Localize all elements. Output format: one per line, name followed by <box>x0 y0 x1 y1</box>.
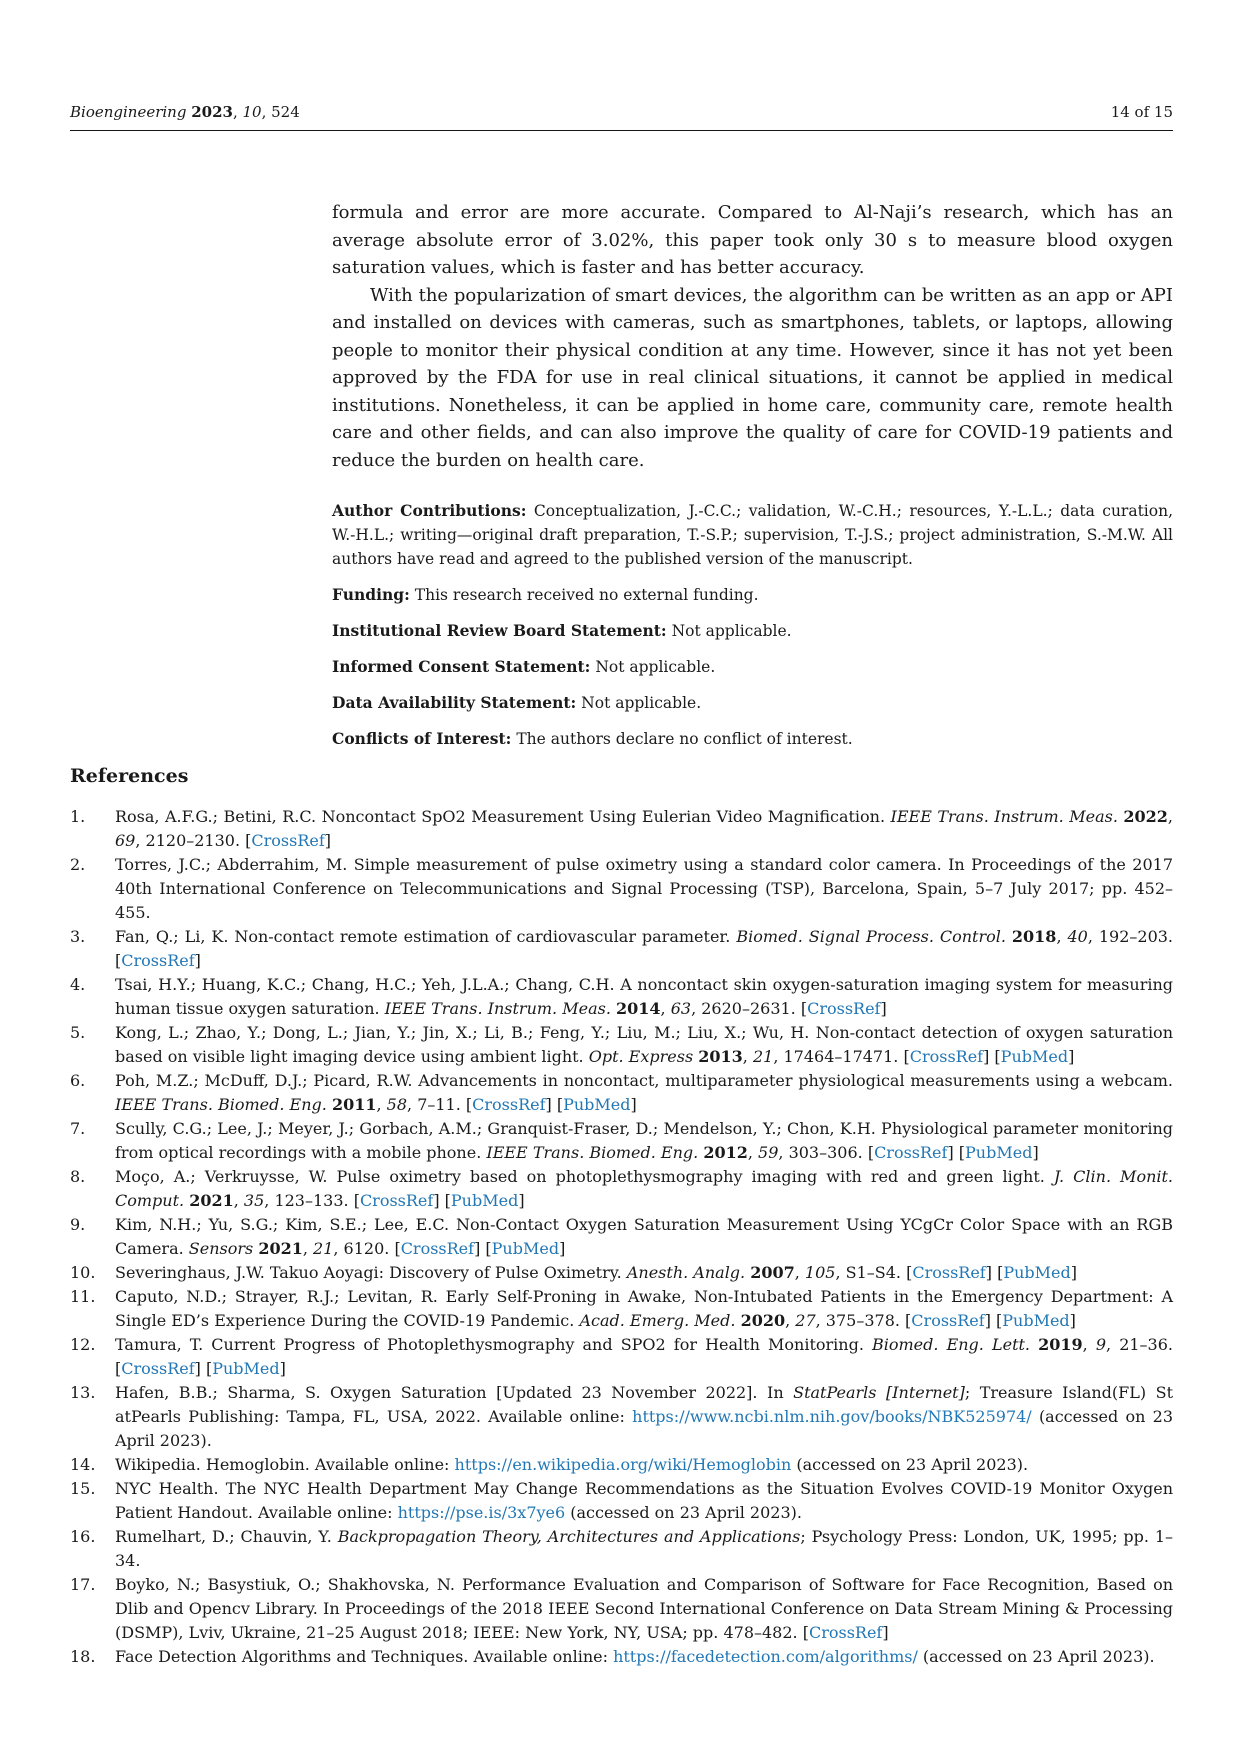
text-segment: , 303–306. [ <box>778 1143 875 1162</box>
text-segment: , <box>1056 927 1068 946</box>
text-segment: IEEE Trans. Instrum. Meas. <box>890 807 1124 826</box>
reference-item <box>70 1525 1173 1573</box>
reference-text <box>115 853 1173 925</box>
text-segment: ] <box>880 999 887 1018</box>
reference-number: 5. <box>70 1023 86 1042</box>
text-segment: Rosa, A.F.G.; Betini, R.C. Noncontact SpO2 Measurement Using Eulerian Video Magnification. <box>115 807 891 826</box>
text-segment: StatPearls [Internet] <box>793 1383 965 1402</box>
reference-item <box>70 853 1173 925</box>
crossref-link[interactable]: CrossRef <box>400 1239 475 1258</box>
text-segment: ] <box>324 831 332 850</box>
page-number: 14 of 15 <box>1110 103 1173 121</box>
text-segment: 21 <box>313 1239 334 1258</box>
reference-text <box>115 973 1173 1021</box>
statement-label: Institutional Review Board Statement: <box>332 621 667 640</box>
text-segment: , 6120. [ <box>333 1239 401 1258</box>
text-segment: 2021 <box>258 1239 303 1258</box>
text-segment: ] [ <box>985 1263 1004 1282</box>
crossref-link[interactable]: CrossRef <box>121 951 195 970</box>
reference-number: 6. <box>70 1071 86 1090</box>
text-segment: 35 <box>243 1191 265 1210</box>
text-segment: Moço, A.; Verkruysse, W. Pulse oximetry based on photoplethysmography imaging with red and green light. <box>115 1167 1054 1186</box>
text-segment: ] <box>1069 1311 1076 1330</box>
text-segment: Kim, N.H.; Yu, S.G.; Kim, S.E.; Lee, E.C. Non-Contact Oxygen Saturation Measurement Using YCgCr Color Space with an RGB Camera. <box>115 1215 1173 1258</box>
reference-item <box>70 1453 1173 1477</box>
text-segment: IEEE Trans. Biomed. Eng. <box>115 1095 332 1114</box>
text-segment: , 192–203. [ <box>115 927 1174 970</box>
statement <box>332 619 1173 643</box>
reference-text <box>115 1165 1173 1213</box>
text-segment: ] <box>194 951 201 970</box>
pubmed-link[interactable]: PubMed <box>1000 1047 1069 1066</box>
crossref-link[interactable]: CrossRef <box>912 1263 986 1282</box>
crossref-link[interactable]: CrossRef <box>251 831 325 850</box>
reference-item <box>70 925 1173 973</box>
text-segment: (accessed on 23 April 2023). <box>917 1647 1155 1666</box>
page-header <box>70 103 1173 121</box>
text-segment: ] <box>1070 1263 1077 1282</box>
text-segment: 2013 <box>698 1047 743 1066</box>
text-segment: ] [ <box>947 1143 966 1162</box>
text-segment: Opt. Express <box>588 1047 699 1066</box>
text-segment: IEEE Trans. Biomed. Eng. <box>486 1143 704 1162</box>
text-segment: Sensors <box>188 1239 259 1258</box>
text-segment: NYC Health. The NYC Health Department May Change Recommendations as the Situation Evolves COVID-19 Monitor Oxygen Patient Handout. Available online: <box>115 1479 1173 1522</box>
reference-item <box>70 1261 1173 1285</box>
statements-section <box>332 499 1173 751</box>
statement-text: This research received no external funding. <box>409 586 759 604</box>
url-link[interactable]: https://en.wikipedia.org/wiki/Hemoglobin <box>454 1455 792 1474</box>
crossref-link[interactable]: CrossRef <box>874 1143 948 1162</box>
text-segment: Backpropagation Theory, Architectures and Applications <box>337 1527 801 1546</box>
journal-citation <box>70 103 300 121</box>
text-segment: 2023 <box>191 103 233 121</box>
reference-number: 8. <box>70 1167 86 1186</box>
crossref-link[interactable]: CrossRef <box>807 999 881 1018</box>
reference-text <box>115 1453 1173 1477</box>
header-divider <box>70 130 1173 131</box>
reference-item <box>70 1213 1173 1261</box>
text-segment: ] <box>518 1191 525 1210</box>
reference-number: 11. <box>70 1287 96 1306</box>
reference-item <box>70 973 1173 1021</box>
text-segment: , <box>302 1239 314 1258</box>
references-section <box>70 763 1173 1669</box>
text-segment: Tamura, T. Current Progress of Photoplethysmography and SPO2 for Health Monitoring. <box>115 1335 872 1354</box>
pubmed-link[interactable]: PubMed <box>491 1239 560 1258</box>
text-segment: , <box>1082 1335 1096 1354</box>
reference-item <box>70 805 1173 853</box>
text-segment: Hafen, B.B.; Sharma, S. Oxygen Saturation [Updated 23 November 2022]. In <box>115 1383 794 1402</box>
url-link[interactable]: https://facedetection.com/algorithms/ <box>613 1647 918 1666</box>
text-segment: ] <box>882 1623 889 1642</box>
statement <box>332 691 1173 715</box>
text-segment: Biomed. Signal Process. Control. <box>736 927 1012 946</box>
text-segment: Scully, C.G.; Lee, J.; Meyer, J.; Gorbach, A.M.; Granquist-Fraser, D.; Mendelson, Y.; Chon, K.H. Physiological parameter monitoring from optical recordings with a mobile phone. <box>115 1119 1173 1162</box>
reference-text <box>115 1645 1173 1669</box>
reference-text <box>115 805 1173 853</box>
reference-number: 1. <box>70 807 86 826</box>
text-segment: , 375–378. [ <box>815 1311 912 1330</box>
pubmed-link[interactable]: PubMed <box>1003 1263 1071 1282</box>
statement-label: Author Contributions: <box>332 501 527 520</box>
text-segment: , <box>233 1191 244 1210</box>
text-segment: ] <box>1032 1143 1039 1162</box>
crossref-link[interactable]: CrossRef <box>472 1095 546 1114</box>
text-segment: 2012 <box>703 1143 748 1162</box>
reference-number: 12. <box>70 1335 96 1354</box>
text-segment: , <box>660 999 671 1018</box>
text-segment: ] [ <box>545 1095 564 1114</box>
statement-label: Informed Consent Statement: <box>332 657 591 676</box>
reference-number: 17. <box>70 1575 96 1594</box>
text-segment: ] <box>559 1239 566 1258</box>
references-heading: References <box>70 765 189 787</box>
crossref-link[interactable]: CrossRef <box>911 1311 985 1330</box>
text-segment: (accessed on 23 April 2023). <box>791 1455 1029 1474</box>
statement-text: Not applicable. <box>666 622 792 640</box>
text-segment: ] [ <box>983 1047 1001 1066</box>
statement-text: Not applicable. <box>590 658 716 676</box>
text-segment: ; Psychology Press: London, UK, 1995; pp. 1–34. <box>115 1527 1174 1570</box>
text-segment: ] [ <box>474 1239 492 1258</box>
statement-text: The authors declare no conflict of interest. <box>511 730 853 748</box>
pubmed-link[interactable]: PubMed <box>563 1095 631 1114</box>
text-segment: , <box>376 1095 387 1114</box>
crossref-link[interactable]: CrossRef <box>121 1359 195 1378</box>
body-paragraphs <box>332 199 1173 474</box>
text-segment: ] [ <box>984 1311 1003 1330</box>
reference-number: 9. <box>70 1215 86 1234</box>
text-segment: 2011 <box>331 1095 377 1114</box>
text-segment: , <box>747 1143 759 1162</box>
text-segment: , 123–133. [ <box>264 1191 360 1210</box>
reference-number: 13. <box>70 1383 96 1402</box>
text-segment: 21 <box>752 1047 774 1066</box>
text-segment: , <box>794 1263 805 1282</box>
reference-item <box>70 1021 1173 1069</box>
text-segment: , <box>742 1047 753 1066</box>
text-segment: Caputo, N.D.; Strayer, R.J.; Levitan, R. Early Self-Proning in Awake, Non-Intubated Patients in the Emergency Department: A Single ED’s Experience During the COVID-19 Pandemic. <box>115 1287 1173 1330</box>
reference-number: 10. <box>70 1263 96 1282</box>
text-segment: 58 <box>386 1095 408 1114</box>
crossref-link[interactable]: CrossRef <box>909 1047 984 1066</box>
text-segment: ] <box>279 1359 286 1378</box>
text-segment: 9 <box>1095 1335 1107 1354</box>
text-segment: , <box>232 103 243 121</box>
text-segment: , S1–S4. [ <box>835 1263 913 1282</box>
reference-number: 2. <box>70 855 86 874</box>
text-segment: 2022 <box>1123 807 1168 826</box>
text-segment: Boyko, N.; Basystiuk, O.; Shakhovska, N. Performance Evaluation and Comparison of Software for Face Recognition, Based on Dlib and Opencv Library. In Proceedings of the 2018 IEEE Second International Conference on Data Stream Mining & Processing (DSMP), Lviv, Ukraine, 21–25 August 2018; IEEE: New York, NY, USA; pp. 478–482. [ <box>115 1575 1173 1642</box>
text-segment: ] <box>630 1095 637 1114</box>
text-segment: , 2620–2631. [ <box>691 999 808 1018</box>
reference-text <box>115 1069 1173 1117</box>
reference-text <box>115 1261 1173 1285</box>
text-segment: Biomed. Eng. Lett. <box>872 1335 1039 1354</box>
text-segment: 59 <box>758 1143 779 1162</box>
text-segment: , 2120–2130. [ <box>135 831 252 850</box>
text-segment: J. Clin. Monit. Comput. <box>115 1167 1174 1210</box>
text-segment: 105 <box>804 1263 836 1282</box>
statement-text: Not applicable. <box>576 694 702 712</box>
text-segment: ] [ <box>194 1359 213 1378</box>
text-segment: Acad. Emerg. Med. <box>579 1311 741 1330</box>
reference-text <box>115 1117 1173 1165</box>
text-segment: Torres, J.C.; Abderrahim, M. Simple measurement of pulse oximetry using a standard color camera. In Proceedings of the 2017 40th International Conference on Telecommunications and Signal Processing (TSP), Barcelona, Spain, 5–7 July 2017; pp. 452–455. <box>115 855 1173 922</box>
text-segment: , 524 <box>261 103 300 121</box>
paragraph: With the popularization of smart devices, the algorithm can be written as an app or API and installed on devices with cameras, such as smartphones, tablets, or laptops, allowing people to monitor their physical condition at any time. However, since it has not yet been approved by the FDA for use in real clinical situations, it cannot be applied in medical institutions. Nonetheless, it can be applied in home care, community care, remote health care and other fields, and can also improve the quality of care for COVID-19 patients and reduce the burden on health care. <box>332 284 1173 471</box>
crossref-link[interactable]: CrossRef <box>808 1623 883 1642</box>
text-segment: 2020 <box>740 1311 786 1330</box>
reference-item <box>70 1333 1173 1381</box>
reference-item <box>70 1117 1173 1165</box>
reference-item <box>70 1573 1173 1645</box>
pubmed-link[interactable]: PubMed <box>212 1359 280 1378</box>
reference-text <box>115 1525 1173 1573</box>
text-segment: Bioengineering <box>70 103 192 121</box>
pubmed-link[interactable]: PubMed <box>1002 1311 1070 1330</box>
reference-text <box>115 925 1173 973</box>
reference-number: 18. <box>70 1647 96 1666</box>
statement-label: Conflicts of Interest: <box>332 729 512 748</box>
reference-number: 3. <box>70 927 86 946</box>
text-segment: , 17464–17471. [ <box>773 1047 910 1066</box>
text-segment: Tsai, H.Y.; Huang, K.C.; Chang, H.C.; Yeh, J.L.A.; Chang, C.H. A noncontact skin oxygen-saturation imaging system for measuring human tissue oxygen saturation. <box>115 975 1173 1018</box>
text-segment: ; Treasure Island(FL) St atPearls Publishing: Tampa, FL, USA, 2022. Available online: <box>115 1383 1174 1426</box>
statement <box>332 727 1173 751</box>
text-segment: 63 <box>670 999 692 1018</box>
reference-text <box>115 1285 1173 1333</box>
text-segment: Anesth. Analg. <box>626 1263 751 1282</box>
text-segment: Fan, Q.; Li, K. Non-contact remote estimation of cardiovascular parameter. <box>115 927 737 946</box>
reference-item <box>70 1645 1173 1669</box>
paragraph: formula and error are more accurate. Compared to Al-Naji’s research, which has an average absolute error of 3.02%, this paper took only 30 s to measure blood oxygen saturation values, which is faster and has better accuracy. <box>332 202 1173 278</box>
pubmed-link[interactable]: PubMed <box>965 1143 1033 1162</box>
text-segment: Poh, M.Z.; McDuff, D.J.; Picard, R.W. Advancements in noncontact, multiparameter physiological measurements using a webcam. <box>115 1071 1173 1090</box>
reference-number: 4. <box>70 975 86 994</box>
reference-number: 7. <box>70 1119 86 1138</box>
reference-text <box>115 1573 1173 1645</box>
text-segment: 27 <box>795 1311 816 1330</box>
reference-item <box>70 1477 1173 1525</box>
reference-number: 16. <box>70 1527 96 1546</box>
reference-text <box>115 1381 1173 1453</box>
text-segment: 10 <box>242 103 262 121</box>
text-segment: Severinghaus, J.W. Takuo Aoyagi: Discovery of Pulse Oximetry. <box>115 1263 627 1282</box>
text-segment: Face Detection Algorithms and Techniques. Available online: <box>115 1647 614 1666</box>
statement <box>332 655 1173 679</box>
text-segment: IEEE Trans. Instrum. Meas. <box>384 999 616 1018</box>
url-link[interactable]: https://www.ncbi.nlm.nih.gov/books/NBK525974/ <box>632 1407 1032 1426</box>
text-segment: Kong, L.; Zhao, Y.; Dong, L.; Jian, Y.; Jin, X.; Li, B.; Feng, Y.; Liu, M.; Liu, X.; Wu, H. Non-contact detection of oxygen saturation based on visible light imaging device using ambient light. <box>115 1023 1173 1066</box>
text-segment: (accessed on 23 April 2023). <box>565 1503 802 1522</box>
text-segment: , 7–11. [ <box>407 1095 473 1114</box>
reference-text <box>115 1333 1173 1381</box>
statement-text: Conceptualization, J.-C.C.; validation, W.-C.H.; resources, Y.-L.L.; data curation, W.-H.L.; writing—original draft preparation, T.-S.P.; supervision, T.-J.S.; project administration, S.-M.W. All authors have read and agreed to the published version of the manuscript. <box>332 502 1173 568</box>
text-segment: ] <box>1068 1047 1075 1066</box>
statement-label: Data Availability Statement: <box>332 693 577 712</box>
text-segment: , <box>785 1311 796 1330</box>
reference-item <box>70 1069 1173 1117</box>
text-segment: 2019 <box>1038 1335 1083 1354</box>
pubmed-link[interactable]: PubMed <box>450 1191 519 1210</box>
text-segment: (accessed on 23 April 2023). <box>115 1407 1174 1450</box>
statement <box>332 499 1173 571</box>
reference-text <box>115 1021 1173 1069</box>
text-segment: , <box>1167 807 1174 826</box>
reference-item <box>70 1165 1173 1213</box>
text-segment: Wikipedia. Hemoglobin. Available online: <box>115 1455 455 1474</box>
statement-label: Funding: <box>332 585 410 604</box>
references-list <box>70 805 1173 1669</box>
text-segment: 40 <box>1067 927 1088 946</box>
statement <box>332 583 1173 607</box>
reference-number: 15. <box>70 1479 96 1498</box>
text-segment: 2021 <box>189 1191 234 1210</box>
text-segment: ] [ <box>433 1191 451 1210</box>
crossref-link[interactable]: CrossRef <box>359 1191 434 1210</box>
text-segment: 2014 <box>616 999 661 1018</box>
text-segment: 2007 <box>750 1263 795 1282</box>
reference-text <box>115 1213 1173 1261</box>
text-segment: 2018 <box>1011 927 1057 946</box>
reference-item <box>70 1381 1173 1453</box>
reference-text <box>115 1477 1173 1525</box>
text-segment: 69 <box>115 831 136 850</box>
reference-number: 14. <box>70 1455 96 1474</box>
url-link[interactable]: https://pse.is/3x7ye6 <box>397 1503 566 1522</box>
reference-item <box>70 1285 1173 1333</box>
text-segment: Rumelhart, D.; Chauvin, Y. <box>115 1527 338 1546</box>
text-segment: , 21–36. [ <box>115 1335 1173 1378</box>
